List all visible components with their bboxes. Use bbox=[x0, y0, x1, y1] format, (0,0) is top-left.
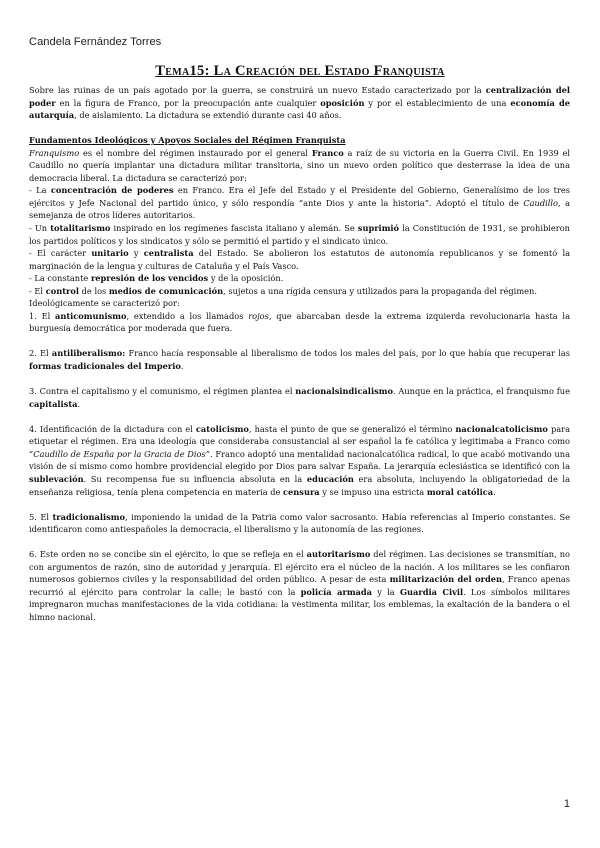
document-body bbox=[29, 84, 570, 624]
bullet-represion: - La constante represión de los vencidos y de la oposición. bbox=[29, 273, 284, 284]
ideology-intro: Ideológicamente se caracterizó por: bbox=[29, 298, 180, 309]
author-name: Candela Fernández Torres bbox=[29, 36, 162, 48]
item-catolicismo: 4. Identificación de la dictadura con el catolicismo, hasta el punto de que se generalizó el término nacionalcatolicismo para etiquetar el régimen. Era una ideología que consideraba consustancial al ser español la fe católica y legitimaba a Franco como “Caudillo de España por la Gracia de Dios”. Franco adoptó una mentalidad nacionalcatólica radical, lo que acabó motivando una visión de sí mismo como hombre providencial elegido por Dios para salvar España. La jerarquía eclesiástica se identificó con la sublevación. Su recompensa fue su influencia absoluta en la educación era absoluta, incluyendo la obligatoriedad de la enseñanza religiosa, tenía plena competencia en materia de censura y se impuso una estricta moral católica. bbox=[29, 423, 571, 497]
item-antiliberalismo: 2. El antiliberalismo: Franco hacía responsable al liberalismo de todos los males del país, por lo que había que recuperar las formas tradicionales del Imperio. bbox=[29, 348, 570, 372]
page-number: 1 bbox=[563, 798, 570, 810]
item-anticomunismo: 1. El anticomunismo, extendido a los llamados rojos, que abarcaban desde la extrema izquierda revolucionaria hasta la burguesía democrática por moderada que fuera. bbox=[29, 310, 570, 334]
item-tradicionalismo: 5. El tradicionalismo, imponiendo la unidad de la Patria como valor sacrosanto. Había referencias al Imperio constantes. Se identificaron como antiespañoles la democracia, el liberalismo y la autonomía de las regiones. bbox=[29, 511, 570, 535]
item-autoritarismo: 6. Este orden no se concibe sin el ejército, lo que se refleja en el autoritarismo del régimen. Las decisiones se transmitían, no con argumentos de razón, sino de autoridad y jerarquía. El ejército era el núcleo de la nación. A los militares se les confiaron numerosos gobiernos civiles y la responsabilidad del orden público. A pesar de esta militarización del orden, Franco apenas recurrió al ejército para controlar la calle; le bastó con la policía armada y la Guardia Civil. Los símbolos militares impregnaron muchas manifestaciones de la vida cotidiana: la vestimenta militar, los emblemas, la exaltación de la bandera o el himno nacional. bbox=[29, 549, 571, 622]
bullet-totalitarismo: - Un totalitarismo inspirado en los regímenes fascista italiano y alemán. Se suprimió la Constitución de 1931, se prohibieron los partidos políticos y los sindicatos y sólo se permitió el partido y el sindicato único. bbox=[29, 223, 571, 246]
bullet-concentracion: - La concentración de poderes en Franco. Era el Jefe del Estado y el Presidente del Gobierno, Generalísimo de los tres ejércitos y Jefe Nacional del partido único, y sólo respondía “ante Dios y ante la historia”. Adoptó el título de Caudillo, a semejanza de otros líderes autoritarios. bbox=[29, 185, 571, 221]
intro-paragraph: Sobre las ruinas de un país agotado por la guerra, se construirá un nuevo Estado caracterizado por la centralización del poder en la figura de Franco, por la preocupación ante cualquier oposición y por el establecimiento de una economía de autarquía, de aislamiento. La dictadura se extendió durante casi 40 años. bbox=[29, 85, 571, 121]
bullet-control: - El control de los medios de comunicación, sujetos a una rígida censura y utilizados para la propaganda del régimen. bbox=[29, 285, 537, 296]
paragraph-franquismo: Franquismo es el nombre del régimen instaurado por el general Franco a raíz de su victoria en la Guerra Civil. En 1939 el Caudillo no quería implantar una dictadura militar transitoria, sino un nuevo orden político que desterrase la idea de una democracia liberal. La dictadura se caracterizó por: bbox=[29, 147, 570, 183]
item-nacionalsindicalismo: 3. Contra el capitalismo y el comunismo, el régimen plantea el nacionalsindicalismo. Aunque en la práctica, el franquismo fue capitalista. bbox=[29, 386, 570, 409]
document-title: Tema15: La Creación del Estado Franquista bbox=[155, 63, 445, 79]
bullet-unitario: - El carácter unitario y centralista del Estado. Se abolieron los estatutos de autonomía republicanos y se fomentó la marginación de la lengua y culturas de Cataluña y el País Vasco. bbox=[29, 248, 571, 271]
section-heading: Fundamentos Ideológicos y Apoyos Sociales del Régimen Franquista bbox=[29, 135, 346, 146]
